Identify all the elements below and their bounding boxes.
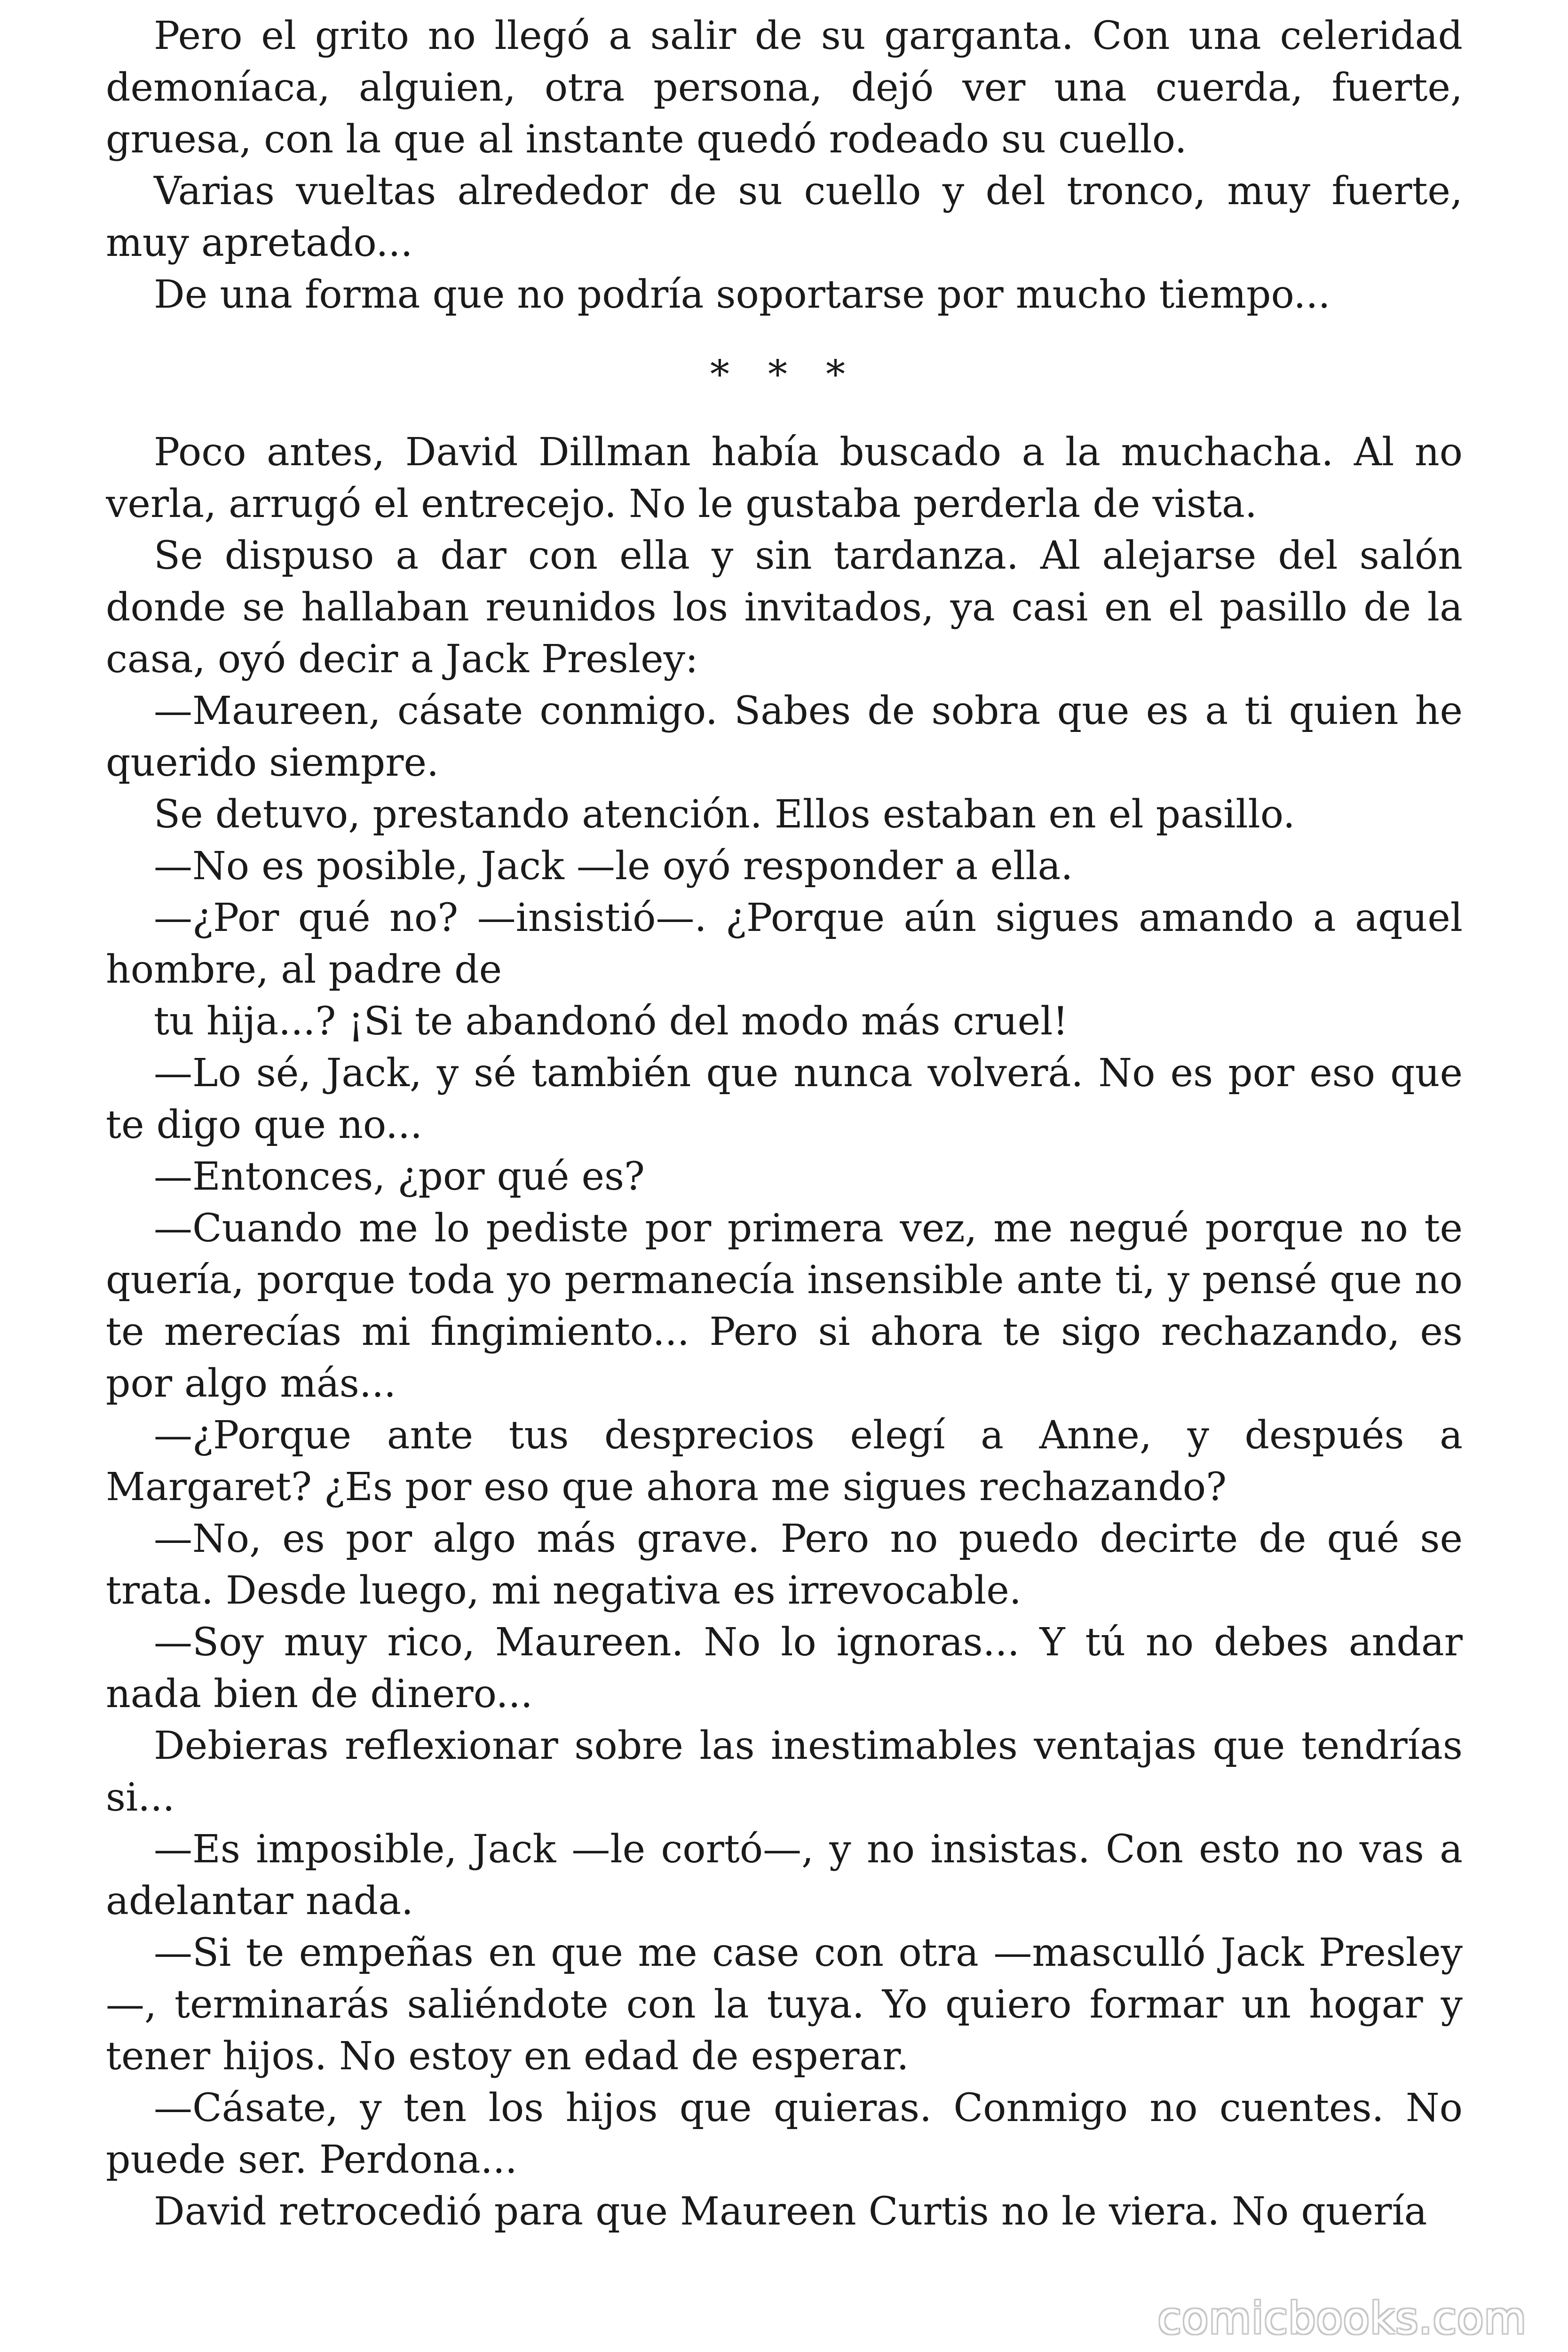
paragraph: Poco antes, David Dillman había buscado a la muchacha. Al no verla, arrugó el entrecejo. No le gustaba perderla de vista. bbox=[106, 430, 1463, 526]
paragraph: —No es posible, Jack —le oyó responder a ella. bbox=[154, 844, 1073, 889]
scene-break-separator: * * * bbox=[710, 352, 859, 397]
paragraph: —No, es por algo más grave. Pero no puedo decirte de qué se trata. Desde luego, mi negativa es irrevocable. bbox=[106, 1517, 1463, 1613]
paragraph: Debieras reflexionar sobre las inestimables ventajas que tendrías si... bbox=[106, 1724, 1463, 1820]
paragraph: Varias vueltas alrededor de su cuello y del tronco, muy fuerte, muy apretado... bbox=[106, 169, 1463, 265]
paragraph: Se detuvo, prestando atención. Ellos estaban en el pasillo. bbox=[154, 792, 1295, 837]
paragraph: —Soy muy rico, Maureen. No lo ignoras... Y tú no debes andar nada bien de dinero... bbox=[106, 1620, 1463, 1716]
book-page bbox=[106, 10, 1463, 2352]
paragraph: —¿Porque ante tus desprecios elegí a Anne, y después a Margaret? ¿Es por eso que ahora me sigues rechazando? bbox=[106, 1413, 1463, 1510]
paragraph: —Entonces, ¿por qué es? bbox=[154, 1154, 645, 1199]
paragraph-with-line-breaks bbox=[106, 892, 1463, 996]
paragraph: —Cásate, y ten los hijos que quieras. Conmigo no cuentes. No puede ser. Perdona... bbox=[106, 2086, 1463, 2182]
watermark-logo: comicbooks.com bbox=[1157, 2293, 1527, 2344]
paragraph: tu hija...? ¡Si te abandonó del modo más cruel! bbox=[154, 999, 1069, 1044]
paragraph: Se dispuso a dar con ella y sin tardanza. Al alejarse del salón donde se hallaban reunidos los invitados, ya casi en el pasillo de la casa, oyó decir a Jack Presley: bbox=[106, 533, 1463, 682]
paragraph: —Es imposible, Jack —le cortó—, y no insistas. Con esto no vas a adelantar nada. bbox=[106, 1827, 1463, 1923]
paragraph: —Maureen, cásate conmigo. Sabes de sobra que es a ti quien he querido siempre. bbox=[106, 689, 1463, 785]
paragraph: —Si te empeñas en que me case con otra —masculló Jack Presley —, terminarás saliéndote con la tuya. Yo quiero formar un hogar y tener hijos. No estoy en edad de esperar. bbox=[106, 1931, 1463, 2079]
paragraph: De una forma que no podría soportarse por mucho tiempo... bbox=[154, 272, 1330, 317]
paragraph: —Cuando me lo pediste por primera vez, me negué porque no te quería, porque toda yo permanecía insensible ante ti, y pensé que no te merecías mi fingimiento... Pero si ahora te sigo rechazando, es por algo más... bbox=[106, 1206, 1463, 1406]
paragraph: Pero el grito no llegó a salir de su garganta. Con una celeridad demoníaca, alguien, otra persona, dejó ver una cuerda, fuerte, gruesa, con la que al instante quedó rodeado su cuello. bbox=[106, 14, 1463, 162]
paragraph: —Lo sé, Jack, y sé también que nunca volverá. No es por eso que te digo que no... bbox=[106, 1051, 1463, 1147]
paragraph-line: —¿Por qué no? —insistió—. ¿Porque aún sigues amando a aquel bbox=[154, 896, 1463, 940]
paragraph-line: hombre, al padre de bbox=[106, 947, 502, 992]
paragraph: David retrocedió para que Maureen Curtis no le viera. No quería bbox=[154, 2189, 1427, 2234]
